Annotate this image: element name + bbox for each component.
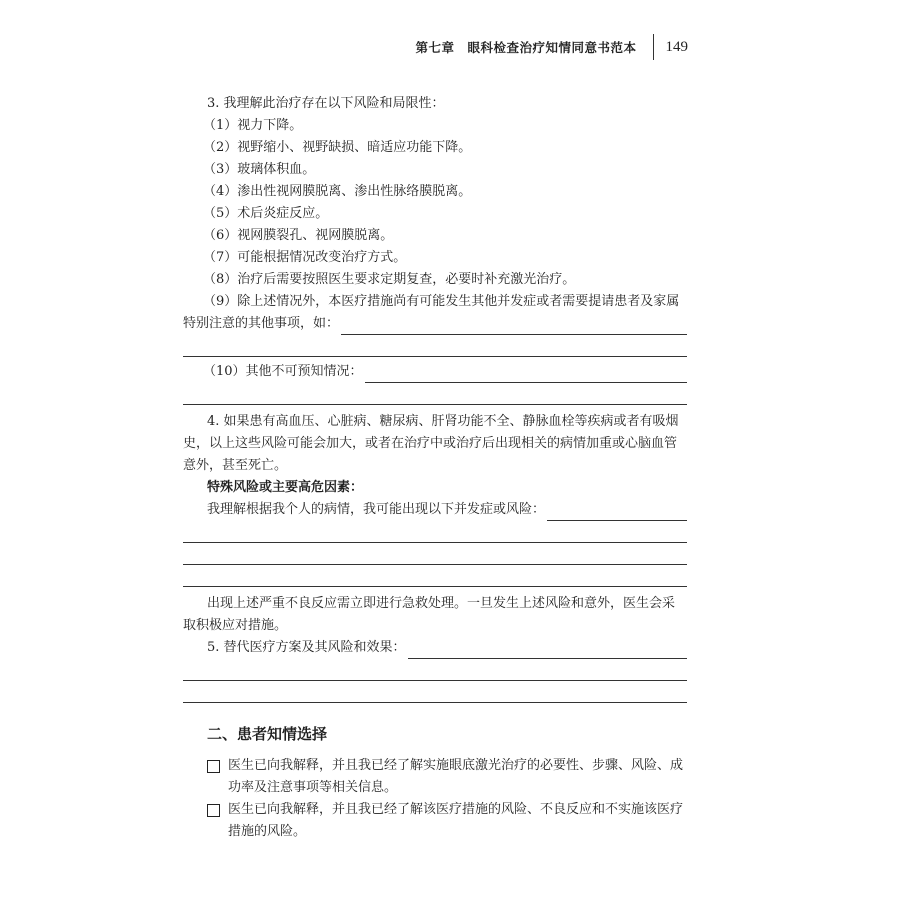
patient-choice-title: 二、患者知情选择 [207, 725, 328, 743]
consent-2-line1: 医生已向我解释，并且我已经了解该医疗措施的风险、不良反应和不实施该医疗 [228, 802, 684, 817]
alternative-fill [183, 637, 687, 659]
risk-item-5: （5）术后炎症反应。 [203, 206, 329, 221]
risk-item-1: （1）视力下降。 [203, 118, 303, 133]
special-risk-blank[interactable] [547, 505, 687, 521]
special-risk-fill [183, 499, 687, 521]
emergency-line2: 取积极应对措施。 [183, 618, 288, 633]
document-body [183, 93, 687, 843]
consent-1-line2: 功率及注意事项等相关信息。 [228, 780, 398, 795]
section4-line2: 史，以上这些风险可能会加大，或者在治疗中或治疗后出现相关的病情加重或心脑血管 [183, 436, 678, 451]
unforeseen-blank-2[interactable] [183, 383, 687, 405]
special-risk-title: 特殊风险或主要高危因素： [207, 480, 364, 495]
risk-item-10-fill [183, 361, 687, 383]
header-divider [653, 34, 654, 60]
risk-item-2: （2）视野缩小、视野缺损、暗适应功能下降。 [203, 140, 472, 155]
section4-line1: 4. 如果患有高血压、心脏病、糖尿病、肝肾功能不全、静脉血栓等疾病或者有吸烟 [207, 414, 679, 429]
risk-item-10-label: （10）其他不可预知情况： [203, 364, 363, 379]
risk-item-6: （6）视网膜裂孔、视网膜脱离。 [203, 228, 394, 243]
special-risk-blank-4[interactable] [183, 565, 687, 587]
page-header [415, 36, 688, 58]
risk-item-9-fill [183, 313, 687, 335]
chapter-title: 第七章 眼科检查治疗知情同意书范本 [415, 40, 637, 55]
alternative-text: 5. 替代医疗方案及其风险和效果： [207, 640, 406, 655]
emergency-line1: 出现上述严重不良反应需立即进行急救处理。一旦发生上述风险和意外，医生会采 [207, 596, 676, 611]
consent-checkbox-1[interactable] [207, 760, 220, 773]
special-risk-blank-2[interactable] [183, 521, 687, 543]
alternative-blank-2[interactable] [183, 659, 687, 681]
risk-item-4: （4）渗出性视网膜脱离、渗出性脉络膜脱离。 [203, 184, 472, 199]
consent-check-1 [183, 755, 687, 799]
alternative-blank[interactable] [408, 643, 687, 659]
other-matters-blank[interactable] [341, 319, 687, 335]
section3-title: 3. 我理解此治疗存在以下风险和局限性： [207, 96, 445, 111]
page-number: 149 [665, 38, 688, 55]
consent-checkbox-2[interactable] [207, 804, 220, 817]
special-risk-text: 我理解根据我个人的病情，我可能出现以下并发症或风险： [207, 502, 546, 517]
consent-2-line2: 措施的风险。 [228, 824, 307, 839]
other-matters-blank-2[interactable] [183, 335, 687, 357]
risk-item-3: （3）玻璃体积血。 [203, 162, 316, 177]
consent-check-2 [183, 799, 687, 843]
section4-line3: 意外，甚至死亡。 [183, 458, 288, 473]
unforeseen-blank[interactable] [365, 367, 687, 383]
risk-item-8: （8）治疗后需要按照医生要求定期复查，必要时补充激光治疗。 [203, 272, 576, 287]
consent-1-line1: 医生已向我解释，并且我已经了解实施眼底激光治疗的必要性、步骤、风险、成 [228, 758, 684, 773]
risk-item-9-line1: （9）除上述情况外，本医疗措施尚有可能发生其他并发症或者需要提请患者及家属 [203, 294, 680, 309]
risk-item-7: （7）可能根据情况改变治疗方式。 [203, 250, 407, 265]
alternative-blank-3[interactable] [183, 681, 687, 703]
special-risk-blank-3[interactable] [183, 543, 687, 565]
risk-item-9-line2: 特别注意的其他事项，如： [183, 316, 340, 331]
